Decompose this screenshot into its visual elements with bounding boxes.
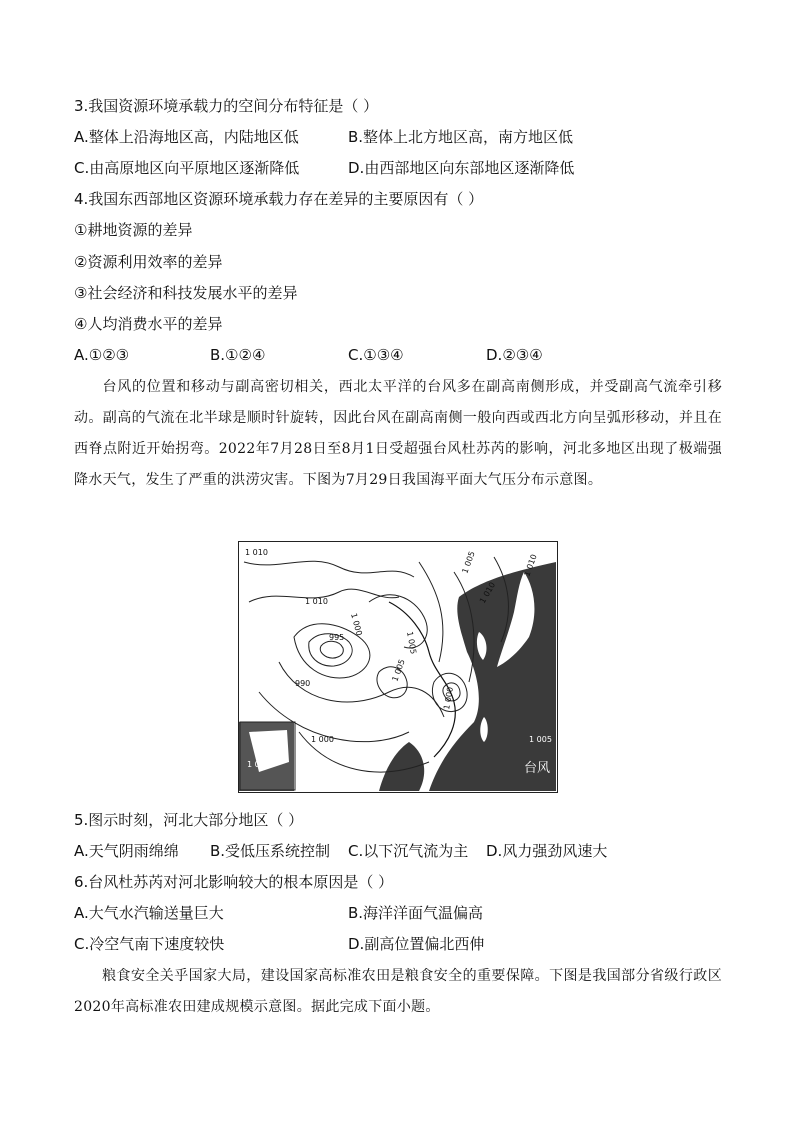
isobar-label: 1 005	[405, 630, 418, 655]
q4-option-d: D.②③④	[486, 346, 543, 364]
isobar-label: 1 010	[245, 548, 268, 557]
q6-option-b: B.海洋洋面气温偏高	[348, 904, 484, 922]
isobar-label: 1 000	[349, 612, 364, 637]
q3-option-b: B.整体上北方地区高，南方地区低	[348, 128, 574, 146]
passage-farmland-text: 粮食安全关乎国家大局，建设国家高标准农田是粮食安全的重要保障。下图是我国部分省级行政区2020年高标准农田建成规模示意图。据此完成下面小题。	[74, 968, 722, 1015]
isobar-label: 1 000	[442, 686, 455, 711]
passage-typhoon-text: 台风的位置和移动与副高密切相关，西北太平洋的台风多在副高南侧形成，并受副高气流牵引移动。副高的气流在北半球是顺时针旋转，因此台风在副高南侧一般向西或西北方向呈弧形移动，并且在西脊点附近开始拐弯。2022年7月28日至8月1日受超强台风杜苏芮的影响，河北多地区出现了极端强降水天气，发生了严重的洪涝灾害。下图为7月29日我国海平面大气压分布示意图。	[74, 379, 722, 488]
passage-typhoon	[74, 372, 722, 496]
q3-stem: 3.我国资源环境承载力的空间分布特征是（ ）	[74, 97, 379, 115]
isobar-label: 1 000	[311, 735, 334, 744]
q6-stem: 6.台风杜苏芮对河北影响较大的根本原因是（ ）	[74, 873, 394, 891]
q4-item-2: ②资源利用效率的差异	[74, 253, 223, 271]
q3-option-a: A.整体上沿海地区高，内陆地区低	[74, 128, 299, 146]
isobar-label: 1 005	[390, 658, 407, 683]
q6-option-c: C.冷空气南下速度较快	[74, 935, 225, 953]
passage-farmland	[74, 961, 722, 1023]
pressure-map-svg	[239, 542, 556, 791]
q5-option-b: B.受低压系统控制	[210, 842, 331, 860]
q4-option-b: B.①②④	[210, 346, 266, 364]
typhoon-label: 台风	[524, 761, 551, 776]
isobar-label: 1 010	[305, 597, 328, 606]
q3-option-c: C.由高原地区向平原地区逐渐降低	[74, 159, 300, 177]
q6-option-d: D.副高位置偏北西伸	[348, 935, 485, 953]
isobar-label: 990	[295, 679, 311, 688]
isobar-label: 995	[329, 633, 345, 642]
q4-item-3: ③社会经济和科技发展水平的差异	[74, 284, 298, 302]
q6-option-a: A.大气水汽输送量巨大	[74, 904, 224, 922]
isobar-label: 1 010	[247, 760, 270, 769]
q5-stem: 5.图示时刻，河北大部分地区（ ）	[74, 811, 304, 829]
q4-item-1: ①耕地资源的差异	[74, 221, 193, 239]
q4-item-4: ④人均消费水平的差异	[74, 315, 223, 333]
q5-option-a: A.天气阴雨绵绵	[74, 842, 179, 860]
sea-level-pressure-map	[238, 541, 558, 793]
q3-option-d: D.由西部地区向东部地区逐渐降低	[348, 159, 575, 177]
isobar-label: 1 005	[529, 735, 552, 744]
q4-option-a: A.①②③	[74, 346, 130, 364]
isobar-label: 1 010	[522, 553, 539, 578]
isobar-label: 1 005	[460, 550, 477, 575]
q4-stem: 4.我国东西部地区资源环境承载力存在差异的主要原因有（ ）	[74, 190, 484, 208]
isobar-label: 1 010	[477, 580, 498, 605]
q5-option-c: C.以下沉气流为主	[348, 842, 469, 860]
q4-option-c: C.①③④	[348, 346, 404, 364]
q5-option-d: D.风力强劲风速大	[486, 842, 608, 860]
